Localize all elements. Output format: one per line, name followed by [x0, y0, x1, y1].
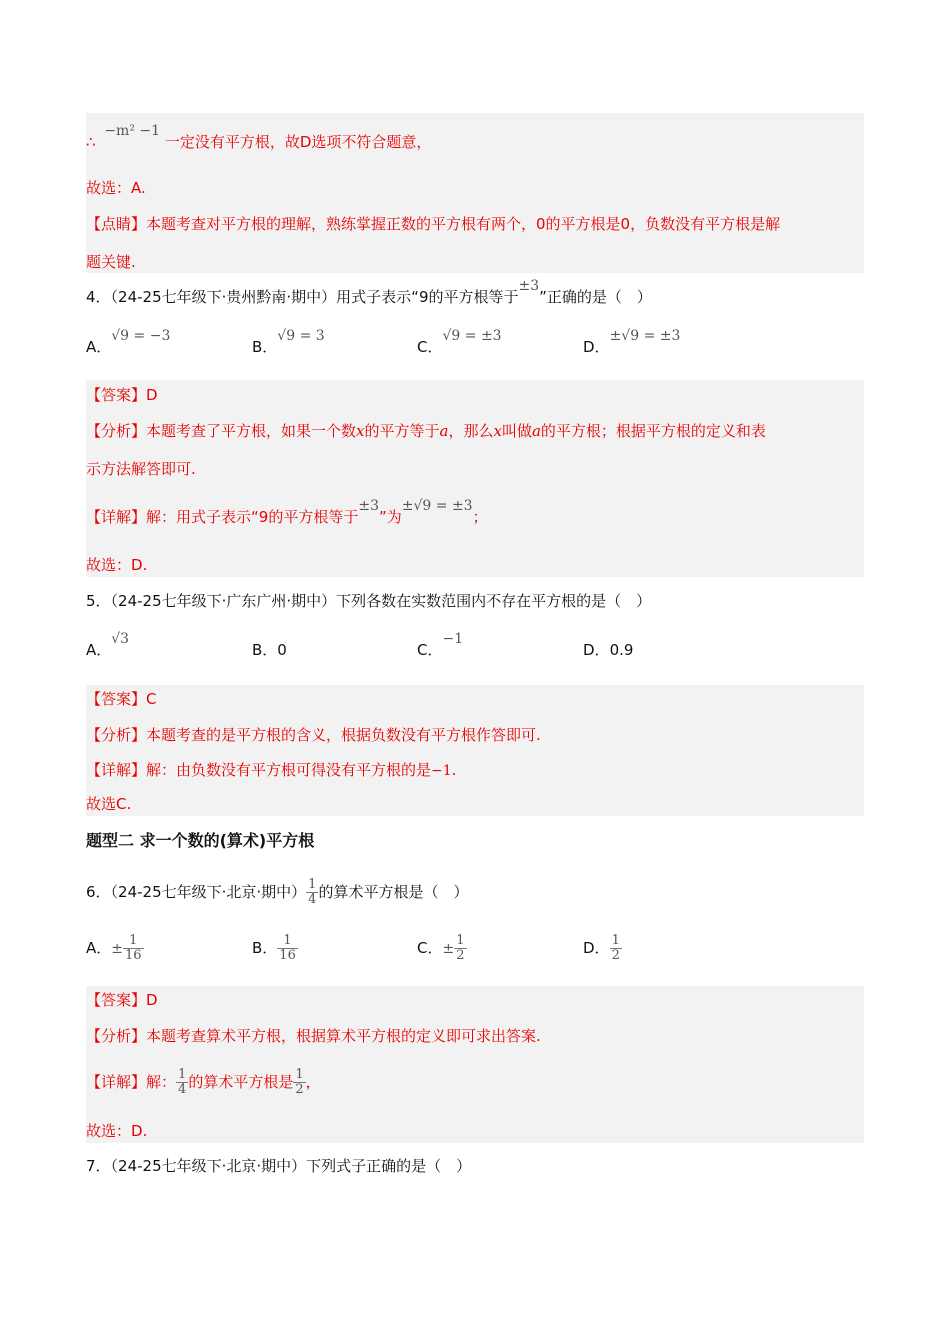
- comment-line: [86, 214, 780, 234]
- option-c[interactable]: [417, 934, 467, 963]
- analysis-line: [86, 421, 766, 441]
- answer-label: 【答案】: [86, 991, 147, 1009]
- detail-line: [86, 1068, 321, 1097]
- therefore-symbol: ∴: [86, 133, 96, 151]
- detail-line: [86, 760, 456, 781]
- analysis-label: 【分析】: [86, 422, 147, 440]
- analysis-line: [86, 725, 541, 745]
- option-a[interactable]: [86, 934, 144, 963]
- therefore-line: [86, 123, 432, 153]
- detail-fraction: [293, 1068, 305, 1097]
- answer-value: C: [146, 690, 157, 708]
- option-letter: C．: [417, 338, 443, 356]
- option-math: √9 = −3: [111, 328, 171, 344]
- answer-value: D: [146, 386, 158, 404]
- analysis-label: 【分析】: [86, 1027, 147, 1045]
- therefore-text: 一定没有平方根，故D选项不符合题意，: [164, 133, 432, 151]
- option-d[interactable]: [583, 640, 633, 660]
- question-5: [86, 590, 864, 680]
- fraction-denominator: 16: [125, 948, 142, 963]
- option-math: √3: [111, 631, 130, 647]
- section-title: 题型二 求一个数的(算术)平方根: [86, 831, 315, 850]
- stem-text: 下列式子正确的是（ ）: [306, 1157, 472, 1175]
- detail-text: ”为: [378, 508, 402, 526]
- fraction-numerator: 1: [295, 1067, 304, 1082]
- question-source: （24-25七年级下·北京·期中）: [110, 1157, 307, 1175]
- analysis-text: 本题考查的是平方根的含义，根据负数没有平方根作答即可.: [146, 726, 541, 744]
- fraction-numerator: 1: [456, 933, 465, 948]
- solution-block-q4: [86, 380, 864, 577]
- fraction-denominator: 4: [178, 1082, 187, 1097]
- solution-block-q6: [86, 986, 864, 1143]
- option-letter: D．: [583, 338, 610, 356]
- option-fraction: [454, 934, 466, 963]
- option-letter: A．: [86, 641, 112, 659]
- analysis-line-2: 示方法解答即可.: [86, 460, 196, 478]
- question-source: （24-25七年级下·北京·期中）: [110, 883, 307, 901]
- fraction-denominator: 4: [308, 892, 317, 907]
- conclusion-text: 故选：A.: [86, 179, 146, 197]
- option-c[interactable]: [417, 631, 464, 661]
- question-stem: [86, 878, 468, 907]
- analysis-line: [86, 1026, 541, 1046]
- option-letter: C．: [417, 641, 443, 659]
- question-stem: [86, 278, 652, 308]
- question-stem: [86, 1156, 471, 1176]
- analysis-text: ，那么: [448, 422, 494, 440]
- option-math: −1: [442, 631, 464, 647]
- detail-math: −1: [431, 763, 452, 779]
- option-fraction: [610, 934, 622, 963]
- option-letter: A．: [86, 939, 112, 957]
- analysis-text: 叫做: [501, 422, 532, 440]
- option-fraction: [123, 934, 144, 963]
- question-4: [86, 278, 864, 375]
- stem-fraction: [306, 878, 318, 907]
- analysis-label: 【分析】: [86, 726, 147, 744]
- solution-block-q3-end: [86, 113, 864, 273]
- option-letter: B．: [252, 939, 278, 957]
- math-expression: −m² −1: [104, 123, 161, 139]
- option-b[interactable]: [252, 934, 298, 963]
- fraction-denominator: 16: [279, 948, 296, 963]
- detail-line: [86, 498, 488, 528]
- variable-x: x: [493, 422, 502, 440]
- question-number: 4．: [86, 288, 111, 306]
- option-math: √9 = ±3: [442, 328, 502, 344]
- fraction-numerator: 1: [178, 1067, 187, 1082]
- answer-line: [86, 385, 158, 405]
- detail-label: 【详解】: [86, 1073, 147, 1091]
- analysis-text: 的平方根；根据平方根的定义和表: [540, 422, 766, 440]
- question-number: 6．: [86, 883, 111, 901]
- detail-label: 【详解】: [86, 761, 147, 779]
- fraction-numerator: 1: [277, 934, 298, 949]
- detail-math: ±√9 = ±3: [401, 498, 473, 514]
- detail-text: ；: [472, 508, 488, 526]
- detail-text: 解：由负数没有平方根可得没有平方根的是: [146, 761, 432, 779]
- analysis-text: 的平方等于: [364, 422, 440, 440]
- fraction-numerator: 1: [123, 934, 144, 949]
- option-letter: B．: [252, 641, 278, 659]
- conclusion-text: 故选C.: [86, 795, 132, 813]
- question-stem: [86, 591, 651, 611]
- detail-text: ，: [305, 1073, 321, 1091]
- option-letter: B．: [252, 338, 278, 356]
- stem-text-end: ”正确的是（ ）: [539, 288, 652, 306]
- detail-label: 【详解】: [86, 508, 147, 526]
- fraction-denominator: 2: [456, 948, 465, 963]
- option-sign: ±: [442, 941, 455, 957]
- option-sign: ±: [111, 941, 123, 957]
- option-math: ±√9 = ±3: [609, 328, 681, 344]
- analysis-text: 本题考查算术平方根，根据算术平方根的定义即可求出答案.: [146, 1027, 541, 1045]
- stem-math: ±3: [518, 278, 540, 294]
- detail-text: .: [451, 761, 457, 779]
- answer-label: 【答案】: [86, 386, 147, 404]
- analysis-text: 本题考查了平方根，如果一个数: [146, 422, 357, 440]
- comment-line-2: 题关键.: [86, 253, 136, 271]
- section-heading: [86, 830, 864, 854]
- variable-a: a: [531, 422, 541, 440]
- option-letter: D．: [583, 939, 610, 957]
- option-fraction: [277, 934, 298, 963]
- answer-line: [86, 689, 157, 709]
- option-d[interactable]: [583, 328, 681, 358]
- answer-value: D: [146, 991, 158, 1009]
- stem-text: 用式子表示“9的平方根等于: [336, 288, 519, 306]
- stem-text: 的算术平方根是（ ）: [318, 883, 469, 901]
- option-b[interactable]: [252, 328, 325, 358]
- question-source: （24-25七年级下·广东广州·期中）: [110, 592, 337, 610]
- option-a[interactable]: [86, 631, 130, 661]
- option-c[interactable]: [417, 328, 502, 358]
- option-math: √9 = 3: [277, 328, 325, 344]
- detail-fraction: [176, 1068, 188, 1097]
- comment-text: 本题考查对平方根的理解，熟练掌握正数的平方根有两个，0的平方根是0，负数没有平方根是解: [146, 215, 781, 233]
- option-a[interactable]: [86, 328, 171, 358]
- fraction-denominator: 2: [611, 948, 620, 963]
- question-number: 7．: [86, 1157, 111, 1175]
- variable-x: x: [356, 422, 365, 440]
- answer-label: 【答案】: [86, 690, 147, 708]
- answer-line: [86, 990, 158, 1010]
- option-letter: C．: [417, 939, 443, 957]
- option-d[interactable]: [583, 934, 622, 963]
- option-value: 0: [277, 641, 287, 659]
- detail-text: 解：用式子表示“9的平方根等于: [146, 508, 359, 526]
- question-number: 5．: [86, 592, 111, 610]
- detail-text: 的算术平方根是: [188, 1073, 294, 1091]
- detail-text: 解：: [146, 1073, 177, 1091]
- solution-block-q5: [86, 685, 864, 816]
- conclusion-text: 故选：D.: [86, 556, 148, 574]
- fraction-denominator: 2: [295, 1082, 304, 1097]
- conclusion-text: 故选：D.: [86, 1122, 148, 1140]
- question-6: [86, 864, 864, 979]
- option-value: 0.9: [609, 641, 634, 659]
- fraction-numerator: 1: [611, 933, 620, 948]
- option-letter: A．: [86, 338, 112, 356]
- variable-a: a: [439, 422, 449, 440]
- fraction-numerator: 1: [308, 877, 317, 892]
- option-b[interactable]: [252, 640, 287, 660]
- comment-label: 【点睛】: [86, 215, 147, 233]
- detail-math: ±3: [358, 498, 379, 514]
- option-letter: D．: [583, 641, 610, 659]
- question-source: （24-25七年级下·贵州黔南·期中）: [110, 288, 337, 306]
- question-7: [86, 1155, 864, 1179]
- stem-text: 下列各数在实数范围内不存在平方根的是（ ）: [336, 592, 652, 610]
